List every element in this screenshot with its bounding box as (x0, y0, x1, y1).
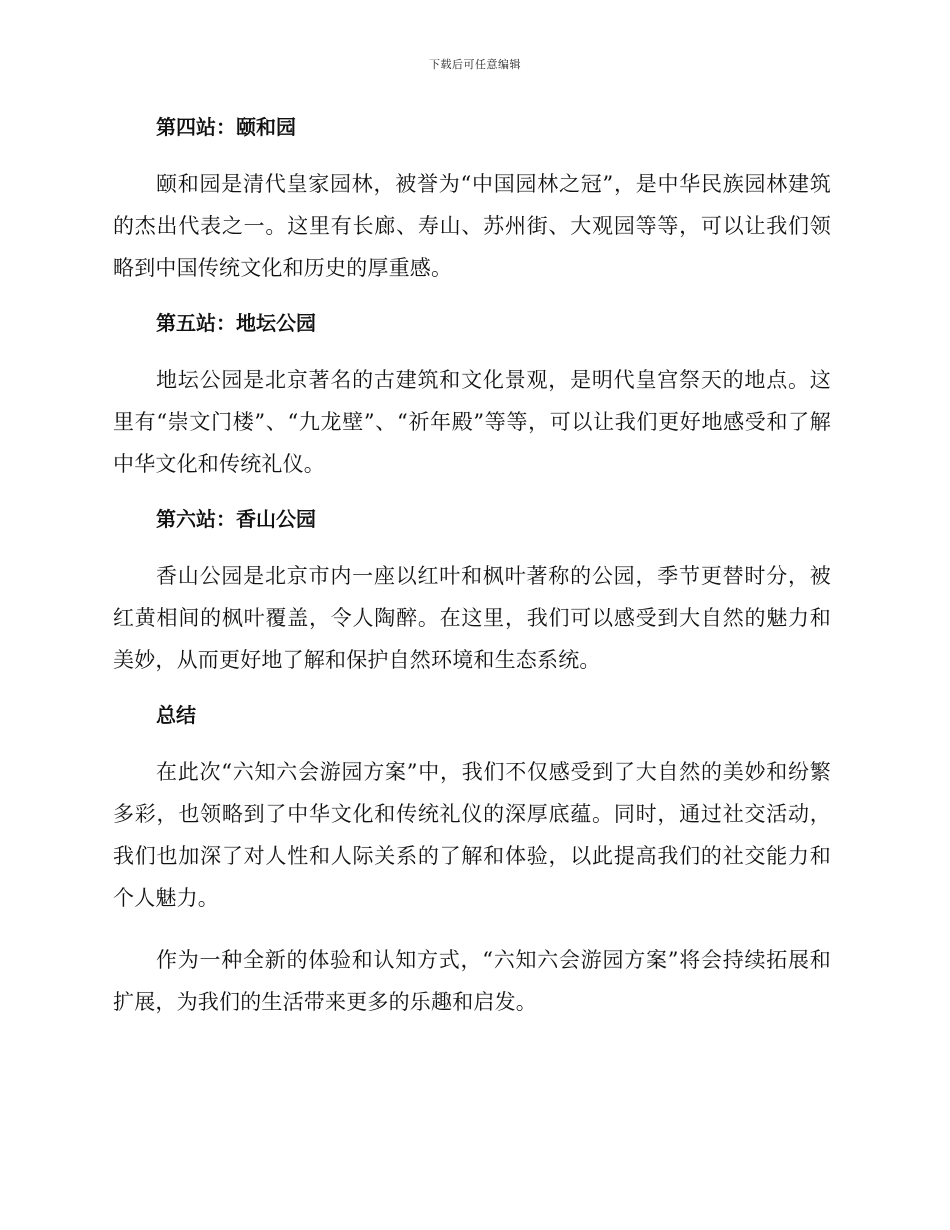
document-body (113, 112, 831, 1023)
section-paragraph-ditan: 地坛公园是北京著名的古建筑和文化景观，是明代皇宫祭天的地点。这里有“崇文门楼”、“九龙壁”、“祈年殿”等等，可以让我们更好地感受和了解中华文化和传统礼仪。 (113, 368, 831, 476)
section-title-xiangshan: 第六站：香山公园 (156, 507, 316, 531)
summary-title: 总结 (156, 703, 196, 727)
section-paragraph-xiangshan: 香山公园是北京市内一座以红叶和枫叶著称的公园，季节更替时分，被红黄相间的枫叶覆盖，令人陶醉。在这里，我们可以感受到大自然的魅力和美妙，从而更好地了解和保护自然环境和生态系统。 (113, 564, 831, 672)
section-title-yiheyuan: 第四站：颐和园 (156, 115, 296, 139)
summary-paragraph-1: 在此次“六知六会游园方案”中，我们不仅感受到了大自然的美妙和纷繁多彩，也领略到了中华文化和传统礼仪的深厚底蕴。同时，通过社交活动，我们也加深了对人性和人际关系的了解和体验，以此提高我们的社交能力和个人魅力。 (113, 760, 831, 910)
section-paragraph-yiheyuan: 颐和园是清代皇家园林，被誉为“中国园林之冠”，是中华民族园林建筑的杰出代表之一。这里有长廊、寿山、苏州街、大观园等等，可以让我们领略到中国传统文化和历史的厚重感。 (113, 172, 831, 280)
header-note: 下载后可任意编辑 (429, 58, 521, 71)
summary-paragraph-2: 作为一种全新的体验和认知方式，“六知六会游园方案”将会持续拓展和扩展，为我们的生活带来更多的乐趣和启发。 (113, 948, 831, 1014)
section-title-ditan: 第五站：地坛公园 (156, 311, 316, 335)
